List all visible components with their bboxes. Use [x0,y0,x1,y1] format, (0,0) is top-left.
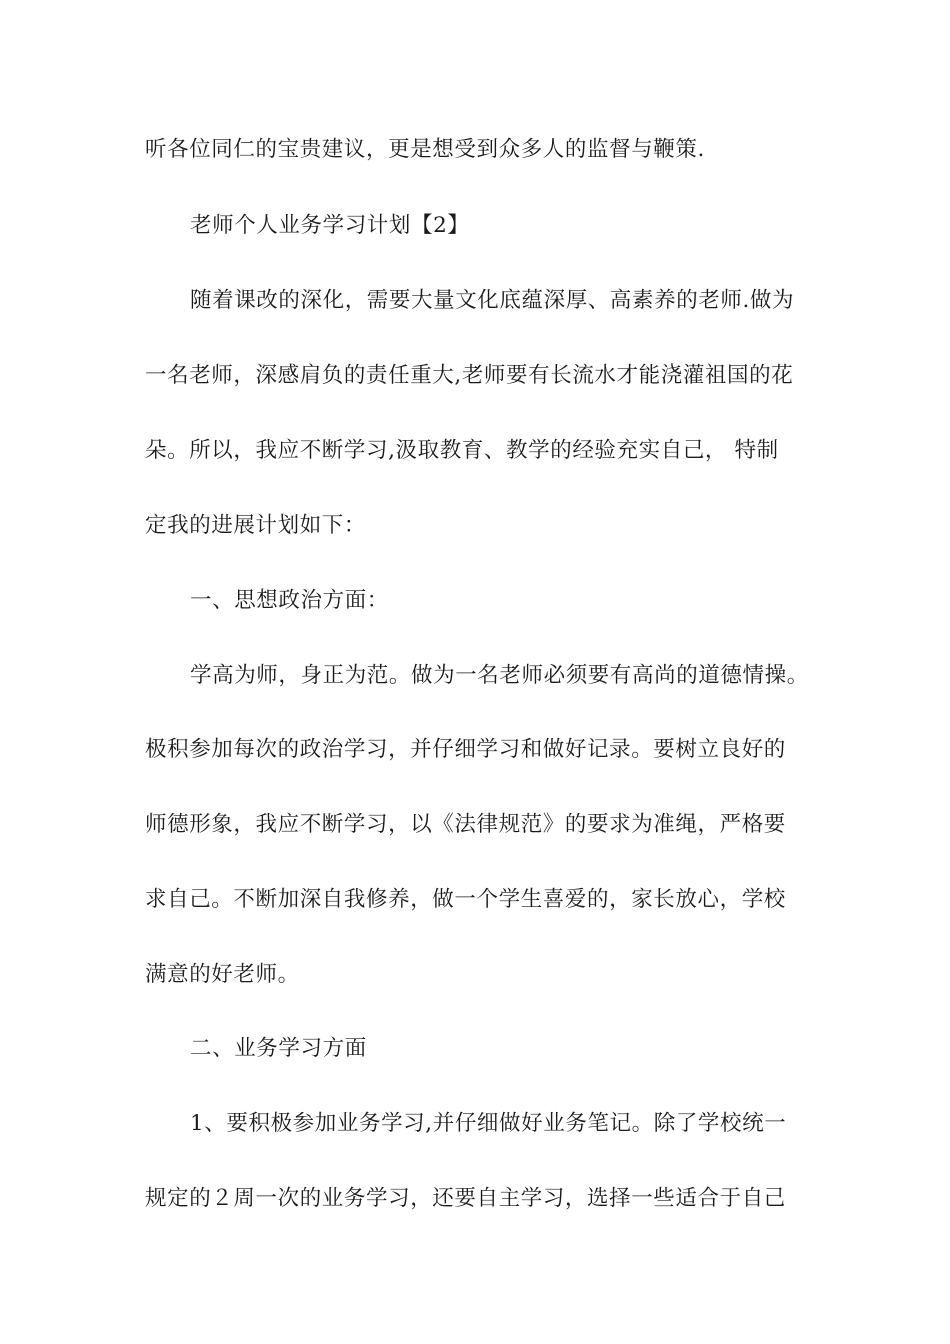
section-title: 老师个人业务学习计划【2】 [190,213,470,238]
section-heading: 一、思想政治方面： [190,588,389,613]
paragraph-line: 满意的好老师。 [145,962,300,987]
paragraph-line: 规定的２周一次的业务学习，还要自主学习，选择一些适合于自己 [145,1186,786,1211]
paragraph-line: 求自己。不断加深自我修养，做一个学生喜爱的，家长放心，学校 [145,887,786,912]
paragraph-line: 随着课改的深化，需要大量文化底蕴深厚、高素养的老师.做为 [190,288,795,313]
paragraph-line: 朵。所以，我应不断学习,汲取教育、教学的经验充实自己， 特制 [145,438,779,463]
paragraph-line: 学高为师，身正为范。做为一名老师必须要有高尚的道德情操。 [190,663,809,688]
paragraph-line: 极积参加每次的政治学习，并仔细学习和做好记录。要树立良好的 [145,737,786,762]
paragraph-line: 定我的进展计划如下： [145,513,367,538]
paragraph-line: 一名老师，深感肩负的责任重大,老师要有长流水才能浇灌祖国的花 [145,363,794,388]
section-heading: 二、业务学习方面 [190,1036,367,1061]
paragraph-line: 师德形象，我应不断学习，以《法律规范》的要求为准绳，严格要 [145,812,786,837]
paragraph-line: 听各位同仁的宝贵建议，更是想受到众多人的监督与鞭策. [145,137,705,162]
paragraph-line: 1、要积极参加业务学习,并仔细做好业务笔记。除了学校统一 [190,1111,787,1136]
